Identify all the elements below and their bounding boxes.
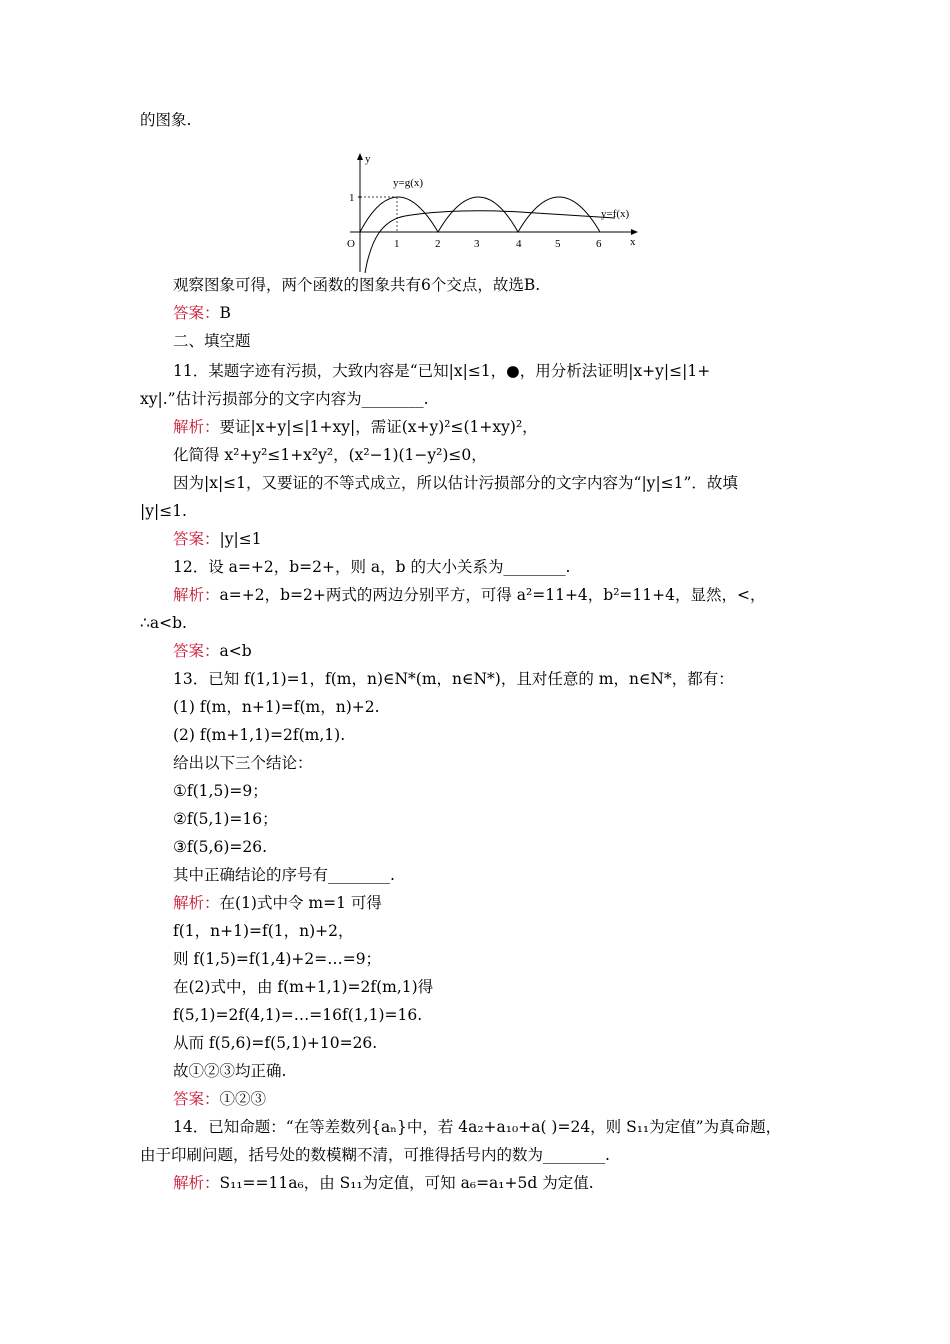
origin-label: O: [347, 238, 355, 250]
line-text: 从而 f(5,6)=f(5,1)+10=26.: [173, 1034, 378, 1052]
line-text: (1) f(m，n+1)=f(m，n)+2.: [173, 698, 380, 716]
line-text: 在(1)式中令 m=1 可得: [219, 894, 382, 912]
text-line: [0, 1114, 950, 1140]
line-text: (2) f(m+1,1)=2f(m,1).: [173, 726, 346, 744]
text-line: [0, 694, 950, 720]
line-text: 要证|x+y|≤|1+xy|，需证(x+y)²≤(1+xy)²，: [219, 418, 538, 436]
text-line: [0, 414, 950, 440]
answer-label: 答案：: [173, 304, 220, 322]
line-text: f(5,1)=2f(4,1)=…=16f(1,1)=16.: [173, 1006, 423, 1024]
text-line: [0, 666, 950, 692]
text-line: [0, 358, 950, 384]
line-text: |y|≤1.: [140, 502, 187, 520]
line-text: 因为|x|≤1，又要证的不等式成立，所以估计污损部分的文字内容为“|y|≤1”．故填: [173, 474, 738, 492]
text-line: [0, 107, 950, 133]
text-line: [0, 806, 950, 832]
x-tick-label-4: 4: [516, 238, 522, 250]
line-text: xy|.”估计污损部分的文字内容为________.: [140, 390, 429, 408]
line-text: 则 f(1,5)=f(1,4)+2=…=9；: [173, 950, 382, 968]
text-line: [0, 1086, 950, 1112]
x-tick-label-3: 3: [474, 238, 480, 250]
text-line: [0, 442, 950, 468]
line-text: a=+2，b=2+两式的两边分别平方，可得 a²=11+4，b²=11+4，显然，<，: [219, 586, 766, 604]
line-text: |y|≤1: [219, 530, 262, 548]
line-text: ②f(5,1)=16；: [173, 810, 278, 828]
text-line: [0, 554, 950, 580]
text-line: [0, 300, 950, 326]
line-text: 在(2)式中，由 f(m+1,1)=2f(m,1)得: [173, 978, 434, 996]
text-line: [0, 750, 950, 776]
answer-label: 解析：: [173, 586, 220, 604]
line-text: 13．已知 f(1,1)=1，f(m，n)∈N*(m，n∈N*)，且对任意的 m，n∈N*，都有：: [173, 670, 734, 688]
y-axis-label: y: [365, 153, 371, 165]
text-line: [0, 272, 950, 298]
text-line: [0, 470, 950, 496]
text-line: [0, 862, 950, 888]
line-text: B: [219, 304, 231, 322]
curve-g-label: y=g(x): [393, 177, 424, 189]
answer-label: 解析：: [173, 894, 220, 912]
function-graph-figure: [345, 150, 645, 275]
x-axis-label: x: [630, 236, 636, 248]
answer-label: 解析：: [173, 418, 220, 436]
line-text: ①②③: [219, 1090, 267, 1108]
line-text: a<b: [219, 642, 252, 660]
curve-f: [365, 211, 615, 273]
line-text: 二、填空题: [173, 332, 251, 350]
line-text: f(1，n+1)=f(1，n)+2，: [173, 922, 354, 940]
text-line: [0, 918, 950, 944]
text-line: [0, 834, 950, 860]
text-line: [0, 498, 950, 524]
text-line: [0, 526, 950, 552]
text-line: [0, 610, 950, 636]
line-text: 化简得 x²+y²≤1+x²y²，(x²−1)(1−y²)≤0，: [173, 446, 487, 464]
x-axis-arrow: [631, 229, 638, 235]
line-text: ∴a<b.: [140, 614, 187, 632]
function-graph: [345, 150, 645, 275]
line-text: ①f(1,5)=9；: [173, 782, 268, 800]
text-line: [0, 1142, 950, 1168]
text-line: [0, 1170, 950, 1196]
text-line: [0, 722, 950, 748]
text-line: [0, 974, 950, 1000]
text-line: [0, 946, 950, 972]
line-text: 给出以下三个结论：: [173, 754, 313, 772]
text-line: [0, 1002, 950, 1028]
text-line: [0, 890, 950, 916]
text-line: [0, 1030, 950, 1056]
line-text: ③f(5,6)=26.: [173, 838, 268, 856]
line-text: 其中正确结论的序号有________.: [173, 866, 395, 884]
text-line: [0, 582, 950, 608]
answer-label: 答案：: [173, 642, 220, 660]
x-tick-label-6: 6: [596, 238, 602, 250]
x-tick-label-1: 1: [394, 238, 400, 250]
y-axis-arrow: [357, 153, 363, 160]
text-line: [0, 386, 950, 412]
y-tick-label-1: 1: [349, 192, 355, 204]
line-text: 观察图象可得，两个函数的图象共有6个交点，故选B.: [173, 276, 541, 294]
answer-label: 解析：: [173, 1174, 220, 1192]
x-tick-label-5: 5: [555, 238, 561, 250]
line-text: 的图象.: [140, 111, 192, 129]
text-line: [0, 638, 950, 664]
line-text: 11．某题字迹有污损，大致内容是“已知|x|≤1，●，用分析法证明|x+y|≤|1+: [173, 362, 711, 380]
line-text: S₁₁==11a₆，由 S₁₁为定值，可知 a₆=a₁+5d 为定值.: [219, 1174, 594, 1192]
line-text: 故①②③均正确.: [173, 1062, 287, 1080]
line-text: 14．已知命题：“在等差数列{aₙ}中，若 4a₂+a₁₀+a( )=24，则 S₁₁为定值”为真命题，: [173, 1118, 782, 1136]
line-text: 由于印刷问题，括号处的数模糊不清，可推得括号内的数为________.: [140, 1146, 610, 1164]
text-line: [0, 778, 950, 804]
curve-f-label: y=f(x): [601, 208, 630, 220]
answer-label: 答案：: [173, 530, 220, 548]
answer-label: 答案：: [173, 1090, 220, 1108]
text-line: [0, 1058, 950, 1084]
x-tick-label-2: 2: [435, 238, 441, 250]
text-line: [0, 328, 950, 354]
line-text: 12．设 a=+2，b=2+，则 a，b 的大小关系为________.: [173, 558, 571, 576]
